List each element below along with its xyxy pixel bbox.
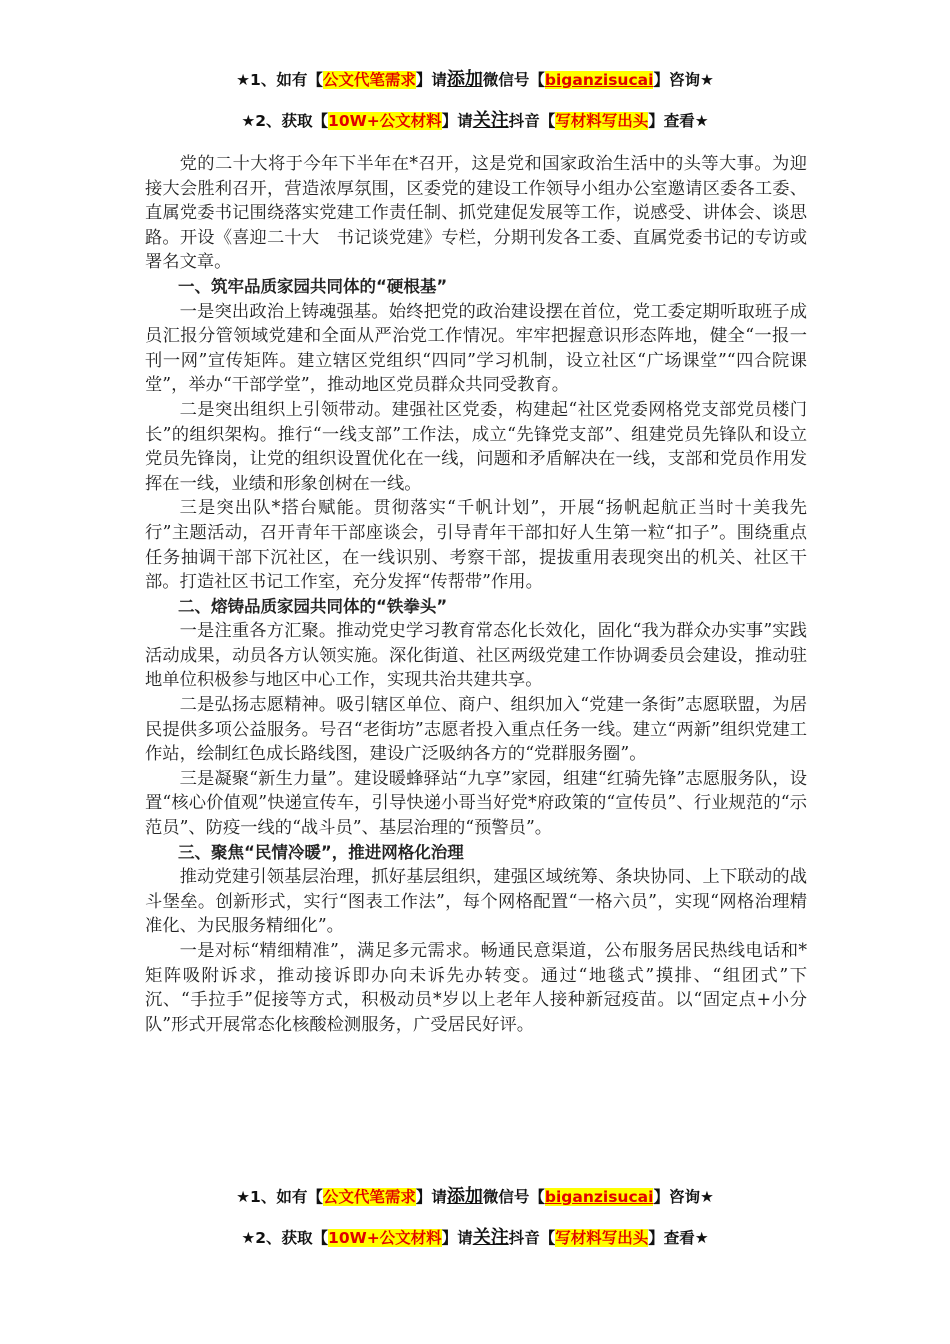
ad-highlight-service: 公文代笔需求 xyxy=(322,71,416,89)
ad-emphasis: 关注 xyxy=(472,110,509,131)
ad-line-1-bottom xyxy=(0,1186,950,1208)
ad-highlight-materials: 10W+公文材料 xyxy=(328,112,442,130)
paragraph: 一是注重各方汇聚。推动党史学习教育常态化长效化，固化“我为群众办实事”实践活动成果，动员各方认领实施。深化街道、社区两级党建工作协调委员会建设，推动驻地单位积极参与地区中心工作，实现共治共建共享。 xyxy=(145,621,807,691)
section-heading-3: 三、聚焦“民情冷暖”，推进网格化治理 xyxy=(178,842,464,862)
ad-text: ★1、如有【 xyxy=(236,1188,323,1206)
section-heading-2: 二、熔铸品质家园共同体的“铁拳头” xyxy=(178,596,448,616)
paragraph: 推动党建引领基层治理，抓好基层组织，建强区域统筹、条块协同、上下联动的战斗堡垒。创新形式，实行“图表工作法”，每个网格配置“一格六员”，实现“网格治理精准化、为民服务精细化”。 xyxy=(145,867,807,937)
paragraph-intro: 党的二十大将于今年下半年在*召开，这是党和国家政治生活中的头等大事。为迎接大会胜利召开，营造浓厚氛围，区委党的建设工作领导小组办公室邀请区委各工委、直属党委书记围绕落实党建工作责任制、抓党建促发展等工作，说感受、讲体会、谈思路。开设《喜迎二十大 书记谈党建》专栏，分期刊发各工委、直属党委书记的专访或署名文章。 xyxy=(145,154,807,273)
paragraph: 二是突出组织上引领带动。建强社区党委，构建起“社区党委网格党支部党员楼门长”的组织架构。推行“一线支部”工作法，成立“先锋党支部”、组建党员先锋队和设立党员先锋岗，让党的组织设置优化在一线，问题和矛盾解决在一线，支部和党员作用发挥在一线，业绩和形象创树在一线。 xyxy=(145,399,807,494)
ad-text: 】请 xyxy=(441,1229,473,1247)
paragraph: 二是弘扬志愿精神。吸引辖区单位、商户、组织加入“党建一条街”志愿联盟，为居民提供多项公益服务。号召“老街坊”志愿者投入重点任务一线。建立“两新”组织党建工作站，绘制红色成长路线图，建设广泛吸纳各方的“党群服务圈”。 xyxy=(145,695,807,765)
paragraph: 一是对标“精细精准”，满足多元需求。畅通民意渠道，公布服务居民热线电话和*矩阵吸附诉求，推动接诉即办向未诉先办转变。通过“地毯式”摸排、“组团式”下沉、“手拉手”促接等方式，积极动员*岁以上老年人接种新冠疫苗。以“固定点+小分队”形式开展常态化核酸检测服务，广受居民好评。 xyxy=(145,941,807,1035)
ad-line-2-bottom xyxy=(0,1227,950,1249)
ad-text: 微信号【 xyxy=(482,1188,545,1206)
ad-text: 抖音【 xyxy=(508,112,556,130)
ad-line-2-top xyxy=(0,110,950,132)
ad-text: ★1、如有【 xyxy=(236,71,323,89)
ad-emphasis: 添加 xyxy=(446,1186,483,1207)
ad-douyin-id[interactable]: 写材料写出头 xyxy=(555,1229,649,1247)
ad-text: 】查看★ xyxy=(648,1229,709,1247)
ad-text: 微信号【 xyxy=(482,71,545,89)
ad-text: 】查看★ xyxy=(648,112,709,130)
paragraph: 三是突出队*搭台赋能。贯彻落实“千帆计划”，开展“扬帆起航正当时十美我先行”主题活动，召开青年干部座谈会，引导青年干部扣好人生第一粒“扣子”。围绕重点任务抽调干部下沉社区，在一线识别、考察干部，提拔重用表现突出的机关、社区干部。打造社区书记工作室，充分发挥“传帮带”作用。 xyxy=(145,498,807,593)
ad-emphasis: 添加 xyxy=(446,69,483,90)
ad-emphasis: 关注 xyxy=(472,1227,509,1248)
ad-text: ★2、获取【 xyxy=(241,1229,329,1247)
ad-highlight-service: 公文代笔需求 xyxy=(322,1188,416,1206)
ad-text: 】请 xyxy=(415,71,447,89)
ad-text: 】咨询★ xyxy=(653,71,714,89)
article-body xyxy=(145,152,807,1037)
paragraph: 三是凝聚“新生力量”。建设暖蜂驿站“九享”家园，组建“红骑先锋”志愿服务队，设置“核心价值观”快递宣传车，引导快递小哥当好党*府政策的“宣传员”、行业规范的“示范员”、防疫一线的“战斗员”、基层治理的“预警员”。 xyxy=(145,768,807,839)
section-heading-1: 一、筑牢品质家园共同体的“硬根基” xyxy=(178,276,448,296)
ad-wechat-id[interactable]: biganzisucai xyxy=(544,71,654,89)
ad-text: ★2、获取【 xyxy=(241,112,329,130)
ad-text: 】请 xyxy=(415,1188,447,1206)
ad-douyin-id[interactable]: 写材料写出头 xyxy=(555,112,649,130)
ad-text: 抖音【 xyxy=(508,1229,556,1247)
ad-text: 】咨询★ xyxy=(653,1188,714,1206)
paragraph: 一是突出政治上铸魂强基。始终把党的政治建设摆在首位，党工委定期听取班子成员汇报分管领域党建和全面从严治党工作情况。牢牢把握意识形态阵地，健全“一报一刊一网”宣传矩阵。建立辖区党组织“四同”学习机制，设立社区“广场课堂”“四合院课堂”，举办“干部学堂”，推动地区党员群众共同受教育。 xyxy=(145,301,807,396)
ad-wechat-id[interactable]: biganzisucai xyxy=(544,1188,654,1206)
ad-line-1-top xyxy=(0,69,950,91)
ad-highlight-materials: 10W+公文材料 xyxy=(328,1229,442,1247)
ad-text: 】请 xyxy=(441,112,473,130)
